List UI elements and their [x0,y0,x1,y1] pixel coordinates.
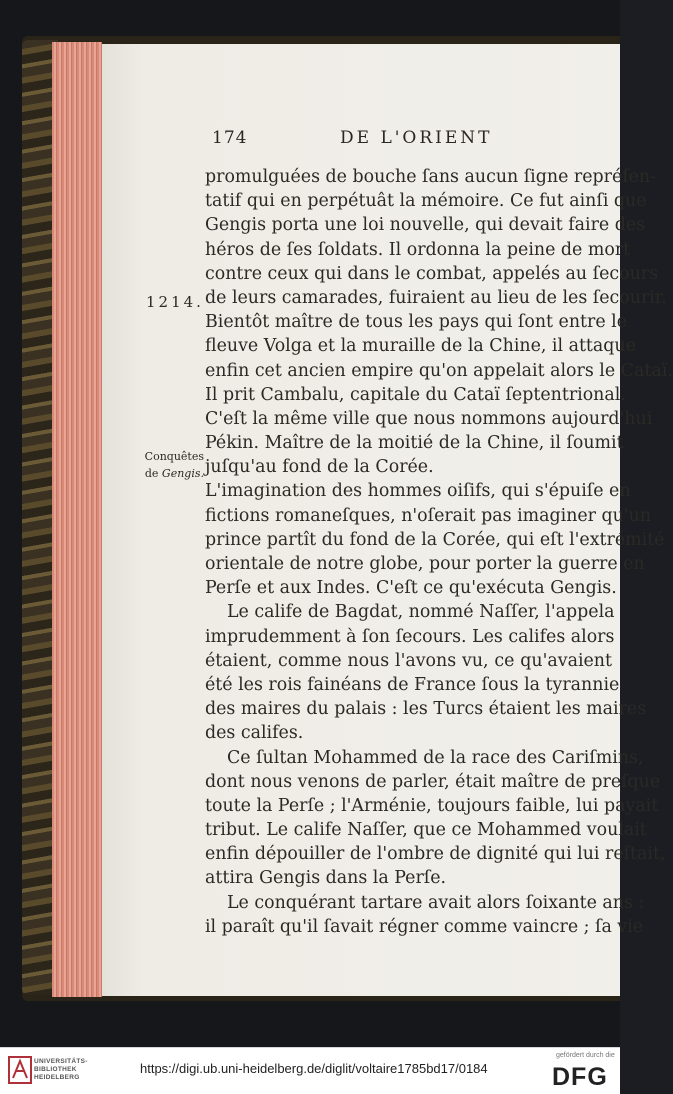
text-line: Le calife de Bagdat, nommé Naſſer, l'appela [227,602,615,623]
text-line: Gengis porta une loi nouvelle, qui devait faire des [205,215,646,236]
text-line: étaient, comme nous l'avons vu, ce qu'avaient [205,650,612,671]
library-name: UNIVERSITÄTS- BIBLIOTHEK HEIDELBERG [34,1058,88,1081]
text-line: Il prit Cambalu, capitale du Cataï ſeptentrional. [205,384,626,405]
text-line: orientale de notre globe, pour porter la guerre en [205,554,645,574]
page-number: 174 [212,128,248,148]
text-line: enfin cet ancien empire qu'on appelait alors le Cataï. [205,360,673,381]
text-line: imprudemment à ſon ſecours. Les califes alors [205,626,615,647]
text-line: tatif qui en perpétuât la mémoire. Ce fut ainſi que [205,191,647,212]
text-line: L'imagination des hommes oiſifs, qui s'épuiſe en [205,481,631,502]
text-line: Pékin. Maître de la moitié de la Chine, il ſoumit [205,433,624,454]
margin-year: 1214. [146,293,204,311]
dfg-logo: DFG [552,1063,608,1091]
text-line: C'eſt la même ville que nous nommons aujourd'hui [205,408,653,429]
text-line: attira Gengis dans la Perſe. [205,868,447,889]
running-head [212,128,612,154]
body-text [205,165,673,939]
library-logo-icon [8,1056,32,1084]
funded-by-label: gefördert durch die [556,1052,615,1059]
text-line: fleuve Volga et la muraille de la Chine, il attaque [205,336,636,357]
text-line: tribut. Le calife Naſſer, que ce Mohammed voulait [205,820,647,841]
text-line: toute la Perſe ; l'Arménie, toujours faible, lui payait [205,795,659,816]
running-title: DE L'ORIENT [340,128,493,148]
text-line: promulguées de bouche ſans aucun ſigne repréſen- [205,167,657,187]
margin-note-line2-prefix: de [144,467,162,480]
text-line: Ce ſultan Mohammed de la race des Cariſmins, [227,747,644,768]
margin-note-line2-italic: Gengis. [161,467,204,480]
text-line: de leurs camarades, fuiraient au lieu de les ſecourir. [205,287,667,308]
page-edges [52,42,102,997]
text-line: prince partît du fond de la Corée, qui eſt l'extrémité [205,529,665,550]
text-line: des califes. [205,723,304,744]
text-line: il paraît qu'il ſavait régner comme vaincre ; ſa vie [205,916,644,937]
text-line: dont nous venons de parler, était maître de preſque [205,771,661,792]
text-line: des maires du palais : les Turcs étaient les maires [205,699,647,720]
text-line: Perſe et aux Indes. C'eſt ce qu'exécuta Gengis. [205,578,617,599]
viewer-footer [0,1047,620,1094]
text-line: Le conquérant tartare avait alors ſoixante ans : [227,892,645,913]
text-line: juſqu'au fond de la Corée. [205,457,434,478]
margin-note-line1: Conquêtes [144,450,204,463]
text-line: héros de ſes ſoldats. Il ordonna la peine de mort [205,239,631,260]
text-line: fictions romaneſques, n'oſerait pas imaginer qu'un [205,505,652,526]
margin-note [140,448,204,482]
text-line: enfin dépouiller de l'ombre de dignité qui lui reſtait, [205,844,666,865]
document-url-link[interactable]: https://digi.ub.uni-heidelberg.de/diglit/voltaire1785bd17/0184 [140,1061,488,1076]
text-line: contre ceux qui dans le combat, appelés au ſecours [205,263,659,284]
text-line: été les rois fainéans de France ſous la tyrannie [205,674,620,695]
text-line: Bientôt maître de tous les pays qui ſont entre le [205,312,628,333]
